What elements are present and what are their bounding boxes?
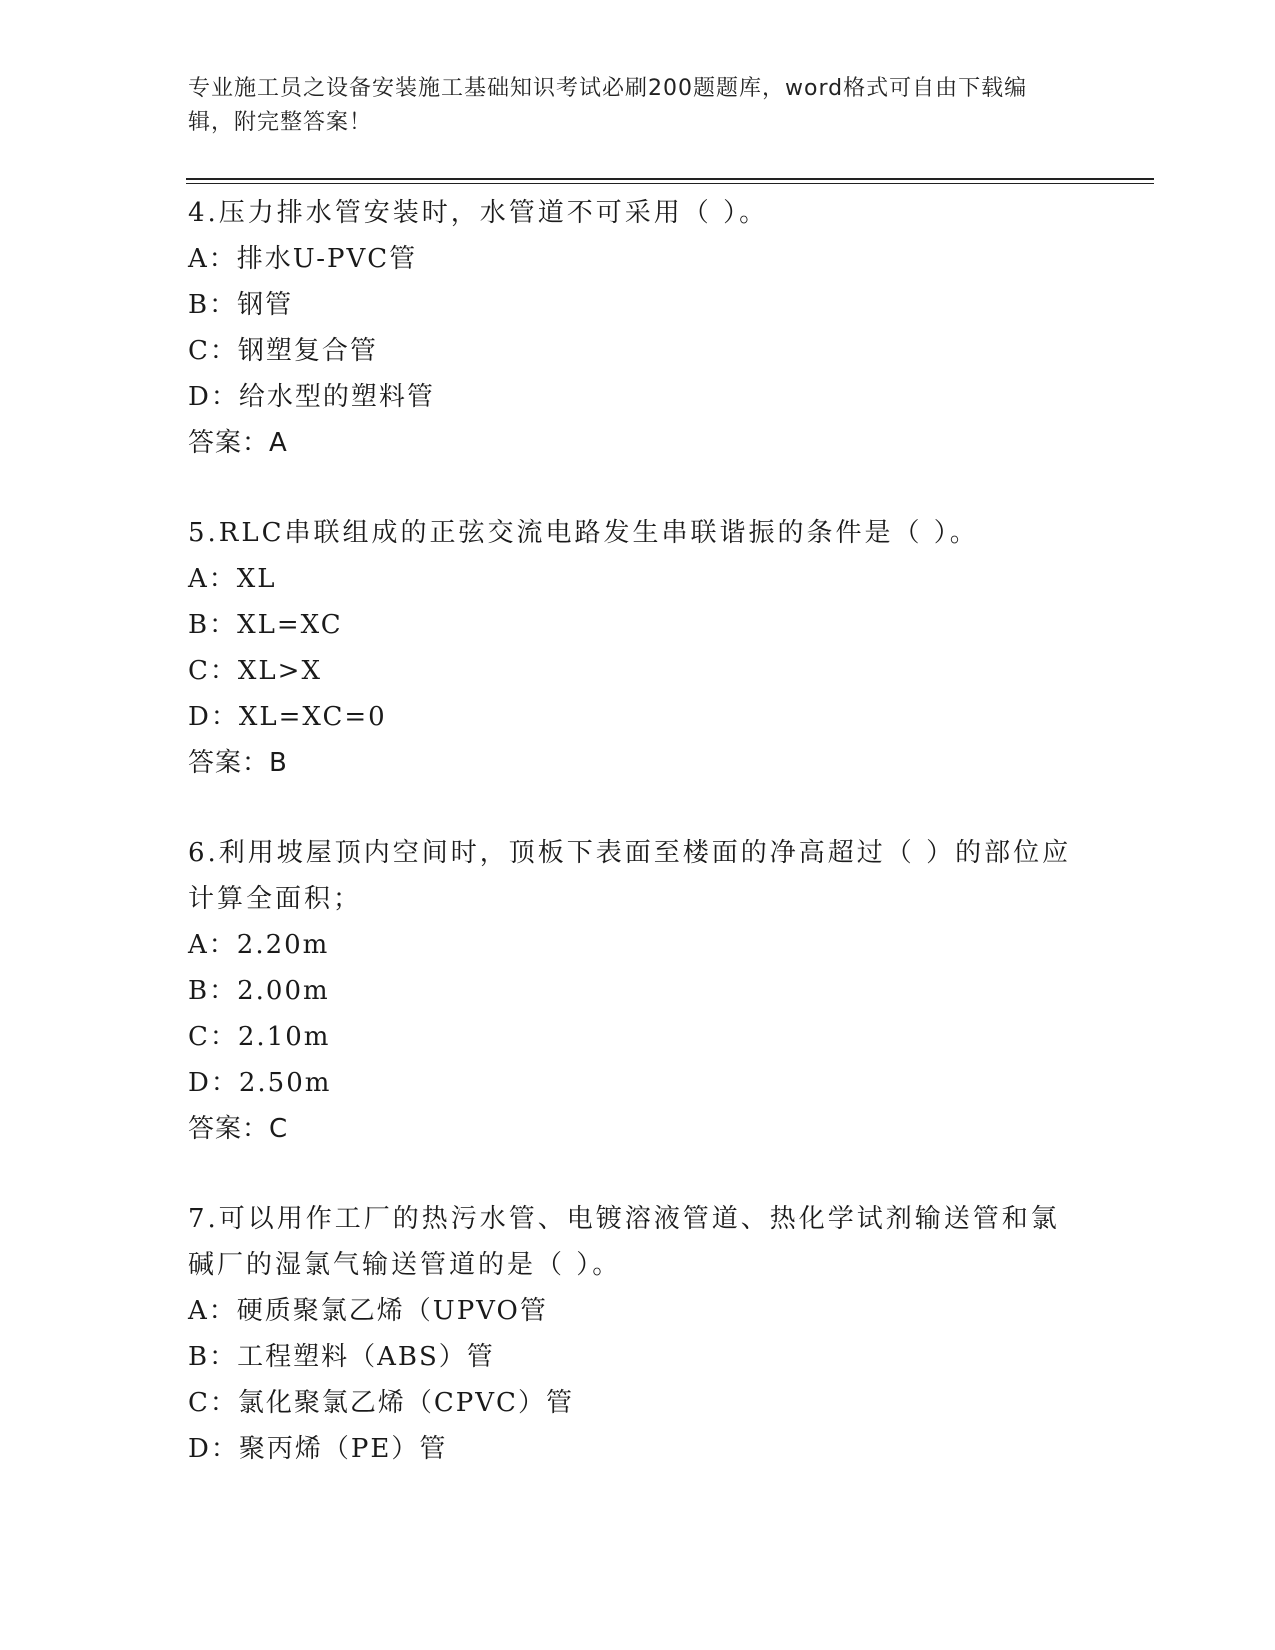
header-divider-thin (186, 183, 1154, 184)
document-header: 专业施工员之设备安装施工基础知识考试必刷200题题库，word格式可自由下载编辑，附完整答案！ (188, 76, 1028, 135)
option-d: D：聚丙烯（PE）管 (188, 1434, 448, 1464)
question-stem: 7.可以用作工厂的热污水管、电镀溶液管道、热化学试剂输送管和氯碱厂的湿氯气输送管道的是（ ）。 (188, 1204, 1060, 1280)
option-b: B：2.00m (188, 976, 330, 1006)
option-c: C：氯化聚氯乙烯（CPVC）管 (188, 1388, 574, 1418)
option-c: C：钢塑复合管 (188, 336, 378, 366)
question-list (188, 190, 1088, 1472)
option-a: A：硬质聚氯乙烯（UPVO管 (188, 1296, 548, 1326)
answer-line: 答案：B (188, 748, 288, 778)
option-d: D：XL=XC=0 (188, 702, 387, 732)
header-divider (186, 178, 1154, 180)
option-b: B：工程塑料（ABS）管 (188, 1342, 495, 1372)
option-b: B：钢管 (188, 290, 294, 320)
answer-line: 答案：C (188, 1114, 289, 1144)
question-stem: 6.利用坡屋顶内空间时，顶板下表面至楼面的净高超过（ ）的部位应计算全面积； (188, 838, 1072, 914)
question-block (188, 190, 1088, 466)
option-c: C：XL>X (188, 656, 322, 686)
option-d: D：2.50m (188, 1068, 332, 1098)
question-block (188, 1196, 1088, 1472)
option-a: A：排水U-PVC管 (188, 244, 418, 274)
option-a: A：XL (188, 564, 277, 594)
option-b: B：XL=XC (188, 610, 343, 640)
question-block (188, 510, 1088, 786)
question-block (188, 830, 1088, 1152)
answer-line: 答案：A (188, 428, 288, 458)
option-d: D：给水型的塑料管 (188, 382, 435, 412)
question-stem: 5.RLC串联组成的正弦交流电路发生串联谐振的条件是（ ）。 (188, 518, 979, 548)
option-c: C：2.10m (188, 1022, 331, 1052)
option-a: A：2.20m (188, 930, 330, 960)
question-stem: 4.压力排水管安装时，水管道不可采用（ ）。 (188, 198, 769, 228)
